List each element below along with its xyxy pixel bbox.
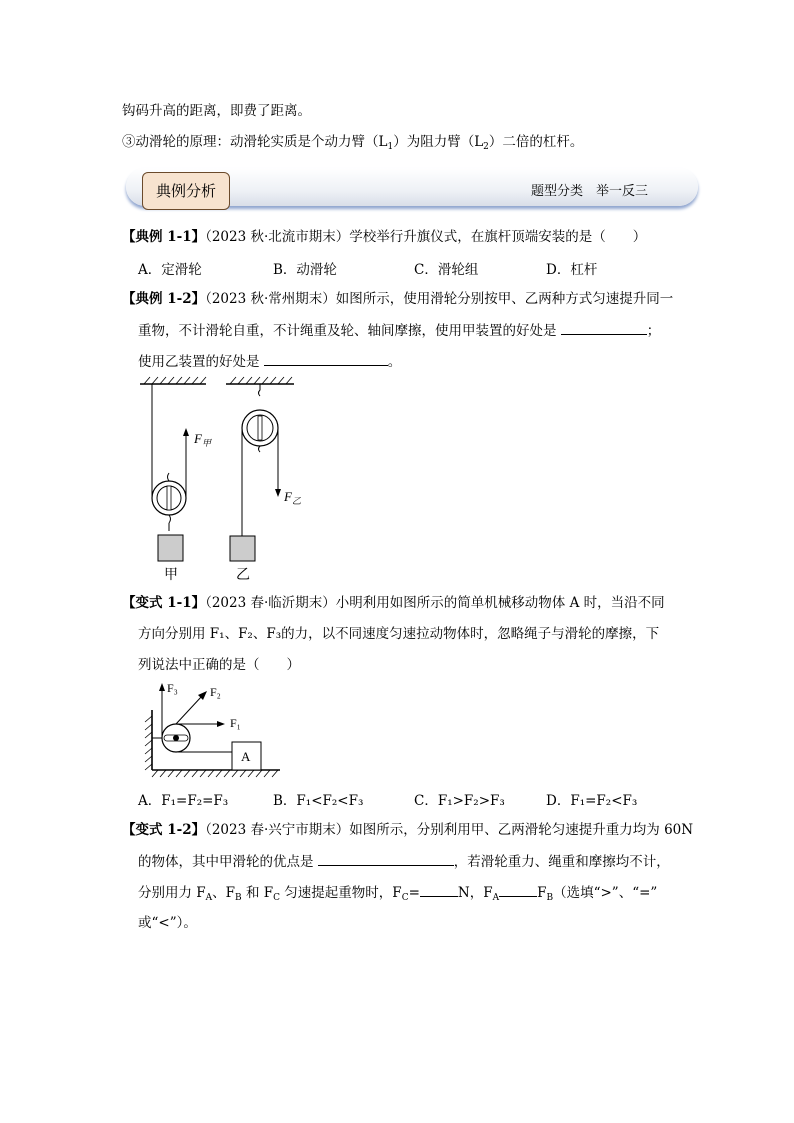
variant-1-2-line-2: 的物体，其中甲滑轮的优点是 ，若滑轮重力、绳重和摩擦均不计，	[138, 851, 670, 872]
block-a-label: A	[241, 749, 251, 764]
answer-blank[interactable]	[318, 851, 454, 866]
question-1-2-line-2: 重物，不计滑轮自重，不计绳重及轮、轴间摩擦，使用甲装置的好处是 ；	[138, 320, 660, 341]
variant-1-1: 【变式 1-1】（2023 春·临沂期末）小明利用如图所示的简单机械移动物体 A 时，当沿不同	[122, 595, 665, 611]
section-subtitle: 题型分类 举一反三	[531, 184, 649, 199]
force-f1-label: F₁	[230, 716, 241, 730]
force-figure	[140, 676, 290, 780]
variant-1-2: 【变式 1-2】（2023 春·兴宁市期末）如图所示，分别利用甲、乙两滑轮匀速提升重力均为 60N	[122, 822, 694, 838]
option-b: B．动滑轮	[273, 262, 337, 278]
pulley-figure	[136, 376, 316, 586]
variant-1-2-line-4: 或“<”）。	[138, 915, 197, 931]
label-yi: 乙	[236, 568, 250, 583]
option-d: D．杠杆	[546, 262, 598, 278]
force-label-yi: $F_乙$	[284, 489, 301, 506]
option-b: B．F₁<F₂<F₃	[273, 793, 364, 809]
option-a: A．定滑轮	[138, 262, 202, 278]
answer-blank[interactable]	[499, 882, 537, 897]
option-a: A．F₁=F₂=F₃	[138, 793, 229, 809]
force-f2-label: F₂	[210, 685, 221, 699]
question-1-2: 【典例 1-2】（2023 秋·常州期末）如图所示，使用滑轮分别按甲、乙两种方式匀速提升同一	[122, 291, 674, 307]
variant-1-2-line-3: 分别用力 $F_A$、$F_B$ 和 $F_C$ 匀速提起重物时，$F_C= N$，$F_A$ $F_B$（选填“>”、“=”	[138, 882, 657, 908]
option-c: C．F₁>F₂>F₃	[414, 793, 505, 809]
answer-blank[interactable]	[561, 320, 647, 335]
variant-1-1-line-2: 方向分别用 F₁、F₂、F₃的力，以不同速度匀速拉动物体时，忽略绳子与滑轮的摩擦，下	[138, 626, 660, 642]
answer-blank[interactable]	[420, 882, 458, 897]
variant-1-1-line-3: 列说法中正确的是（ ）	[138, 657, 300, 673]
label-jia: 甲	[164, 568, 178, 583]
section-tag: 典例分析	[142, 172, 230, 210]
answer-blank[interactable]	[264, 351, 388, 366]
question-1-2-line-3: 使用乙装置的好处是 。	[138, 351, 401, 372]
intro-line-1: 钩码升高的距离，即费了距离。	[122, 103, 311, 119]
option-d: D．F₁=F₂<F₃	[546, 793, 638, 809]
option-c: C．滑轮组	[414, 262, 479, 278]
force-label-jia: $F_甲$	[194, 431, 211, 448]
question-1-1: 【典例 1-1】（2023 秋·北流市期末）学校举行升旗仪式，在旗杆顶端安装的是（ ）	[122, 229, 647, 245]
force-f3-label: F₃	[167, 681, 178, 695]
intro-line-2: ③动滑轮的原理：动滑轮实质是个动力臂$(L_1)$为阻力臂$(L_2)$二倍的杠杆。	[122, 134, 584, 152]
